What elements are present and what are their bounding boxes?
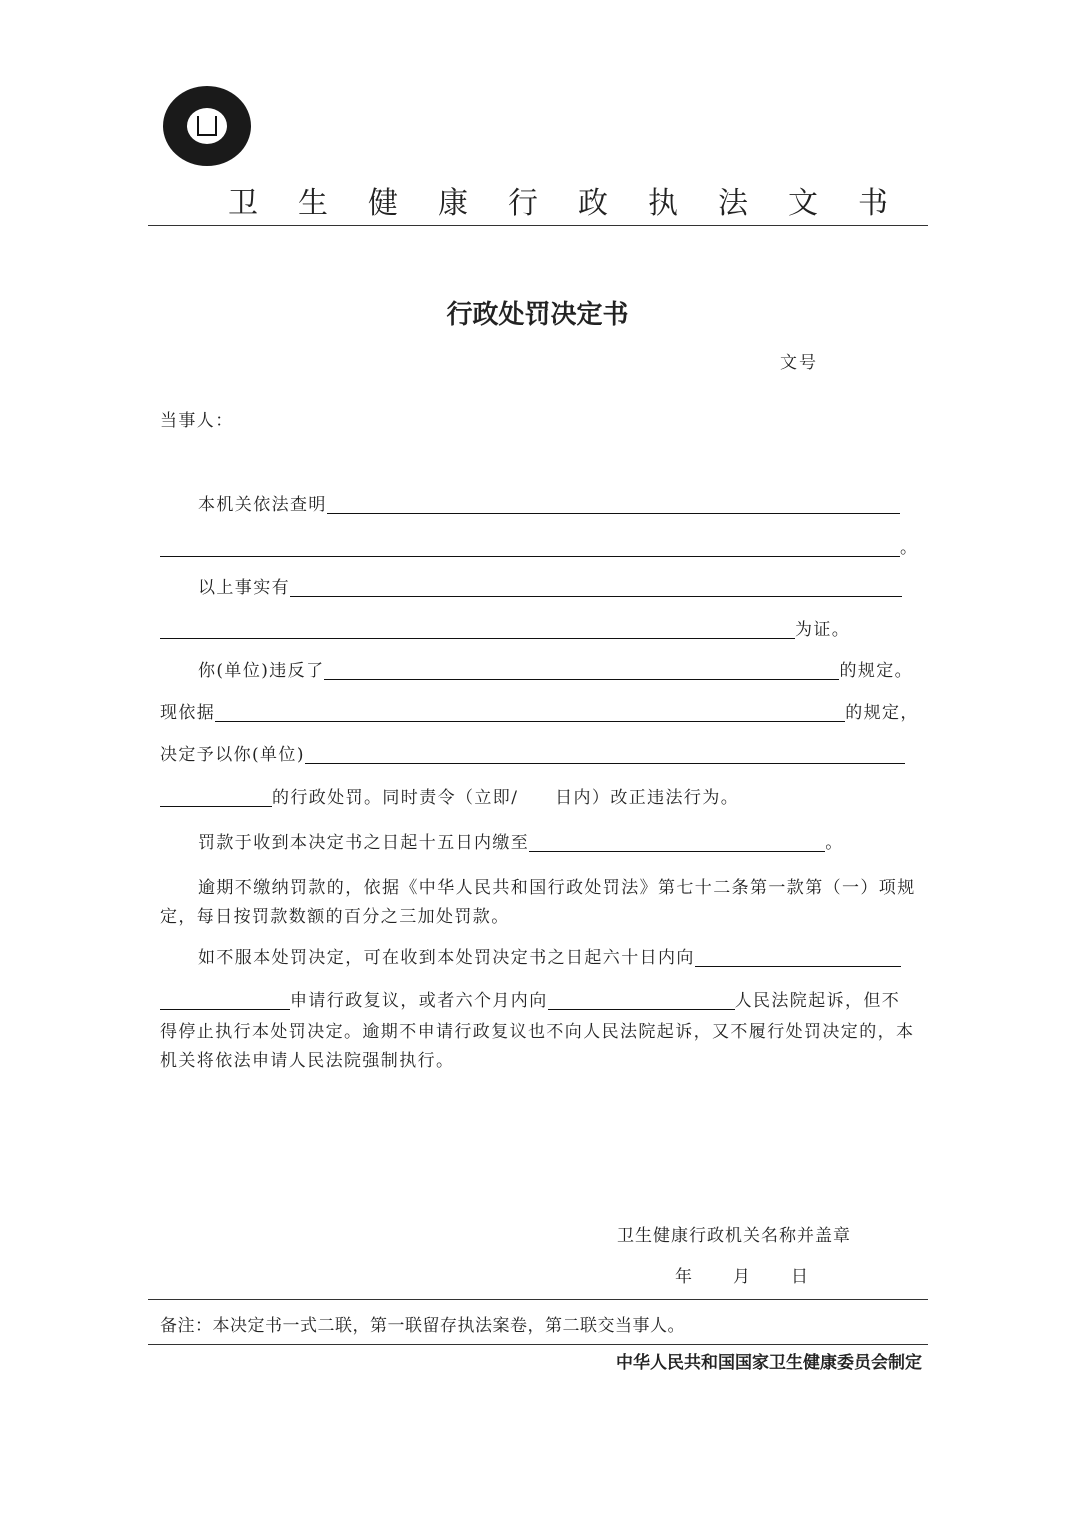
period: 。: [900, 538, 919, 558]
row-fine: [198, 831, 844, 855]
month-label: 月: [733, 1267, 750, 1287]
row-penalty: [160, 786, 739, 810]
decide-text: 决定予以你(单位): [160, 745, 305, 765]
note-divider-top: [148, 1299, 928, 1300]
proof-text: 为证。: [795, 620, 851, 640]
year-label: 年: [675, 1267, 692, 1287]
appeal-blank[interactable]: [695, 948, 901, 967]
row-review: [160, 989, 900, 1013]
violated-blank[interactable]: [324, 661, 839, 680]
emblem-center: [185, 106, 229, 146]
found-blank-2[interactable]: [160, 538, 900, 557]
provision-text: 的规定。: [839, 661, 914, 681]
document-number-label: 文号: [780, 353, 818, 373]
day-label: 日: [791, 1267, 808, 1287]
fine-blank[interactable]: [529, 833, 825, 852]
lawsuit-text: 人民法院起诉，但不: [734, 991, 901, 1011]
document-title: 行政处罚决定书: [446, 300, 629, 330]
row-evidence: [198, 576, 902, 600]
review-text: 申请行政复议，或者六个月内向: [290, 991, 548, 1011]
according-blank[interactable]: [215, 703, 845, 722]
party-label: 当事人：: [160, 411, 234, 431]
emblem-mark-icon: [197, 116, 217, 136]
decide-blank[interactable]: [305, 745, 905, 764]
court-blank[interactable]: [548, 991, 735, 1010]
evidence-blank[interactable]: [290, 578, 902, 597]
penalty-blank[interactable]: [160, 788, 272, 807]
header-title: 卫生健康行政执法文书: [228, 186, 928, 221]
header-divider: [148, 225, 928, 226]
evidence-blank-2[interactable]: [160, 620, 795, 639]
penalty-text: 的行政处罚。同时责令（立即/ 日内）改正违法行为。: [272, 788, 740, 808]
evidence-text: 以上事实有: [198, 578, 290, 598]
note-text: 备注：本决定书一式二联，第一联留存执法案卷，第二联交当事人。: [160, 1316, 685, 1336]
provision-comma-text: 的规定，: [845, 703, 919, 723]
row-proof: [160, 618, 850, 642]
appeal-text: 如不服本处罚决定，可在收到本处罚决定书之日起六十日内向: [198, 948, 695, 968]
fine-text: 罚款于收到本决定书之日起十五日内缴至: [198, 833, 530, 853]
row-violated: [198, 659, 913, 683]
row-appeal: [198, 946, 901, 970]
row-found-cont: [160, 536, 918, 560]
signature-label: 卫生健康行政机关名称并盖章: [617, 1226, 851, 1246]
row-according: [160, 701, 919, 725]
found-text: 本机关依法查明: [198, 495, 327, 515]
fine-period: 。: [825, 833, 844, 853]
issuing-organization: 中华人民共和国国家卫生健康委员会制定: [616, 1353, 922, 1373]
according-text: 现依据: [160, 703, 216, 723]
row-decide: [160, 743, 905, 767]
enforce-paragraph: 得停止执行本处罚决定。逾期不申请行政复议也不向人民法院起诉，又不履行处罚决定的，本机关将依法申请人民法院强制执行。: [160, 1022, 915, 1071]
review-blank[interactable]: [160, 991, 290, 1010]
note-divider-bottom: [148, 1344, 928, 1345]
found-blank[interactable]: [327, 495, 900, 514]
health-inspection-emblem-logo: [163, 86, 251, 166]
row-found: [198, 493, 900, 517]
violated-text: 你(单位)违反了: [198, 661, 325, 681]
overdue-paragraph: 逾期不缴纳罚款的，依据《中华人民共和国行政处罚法》第七十二条第一款第（一）项规定，每日按罚款数额的百分之三加处罚款。: [160, 878, 916, 927]
